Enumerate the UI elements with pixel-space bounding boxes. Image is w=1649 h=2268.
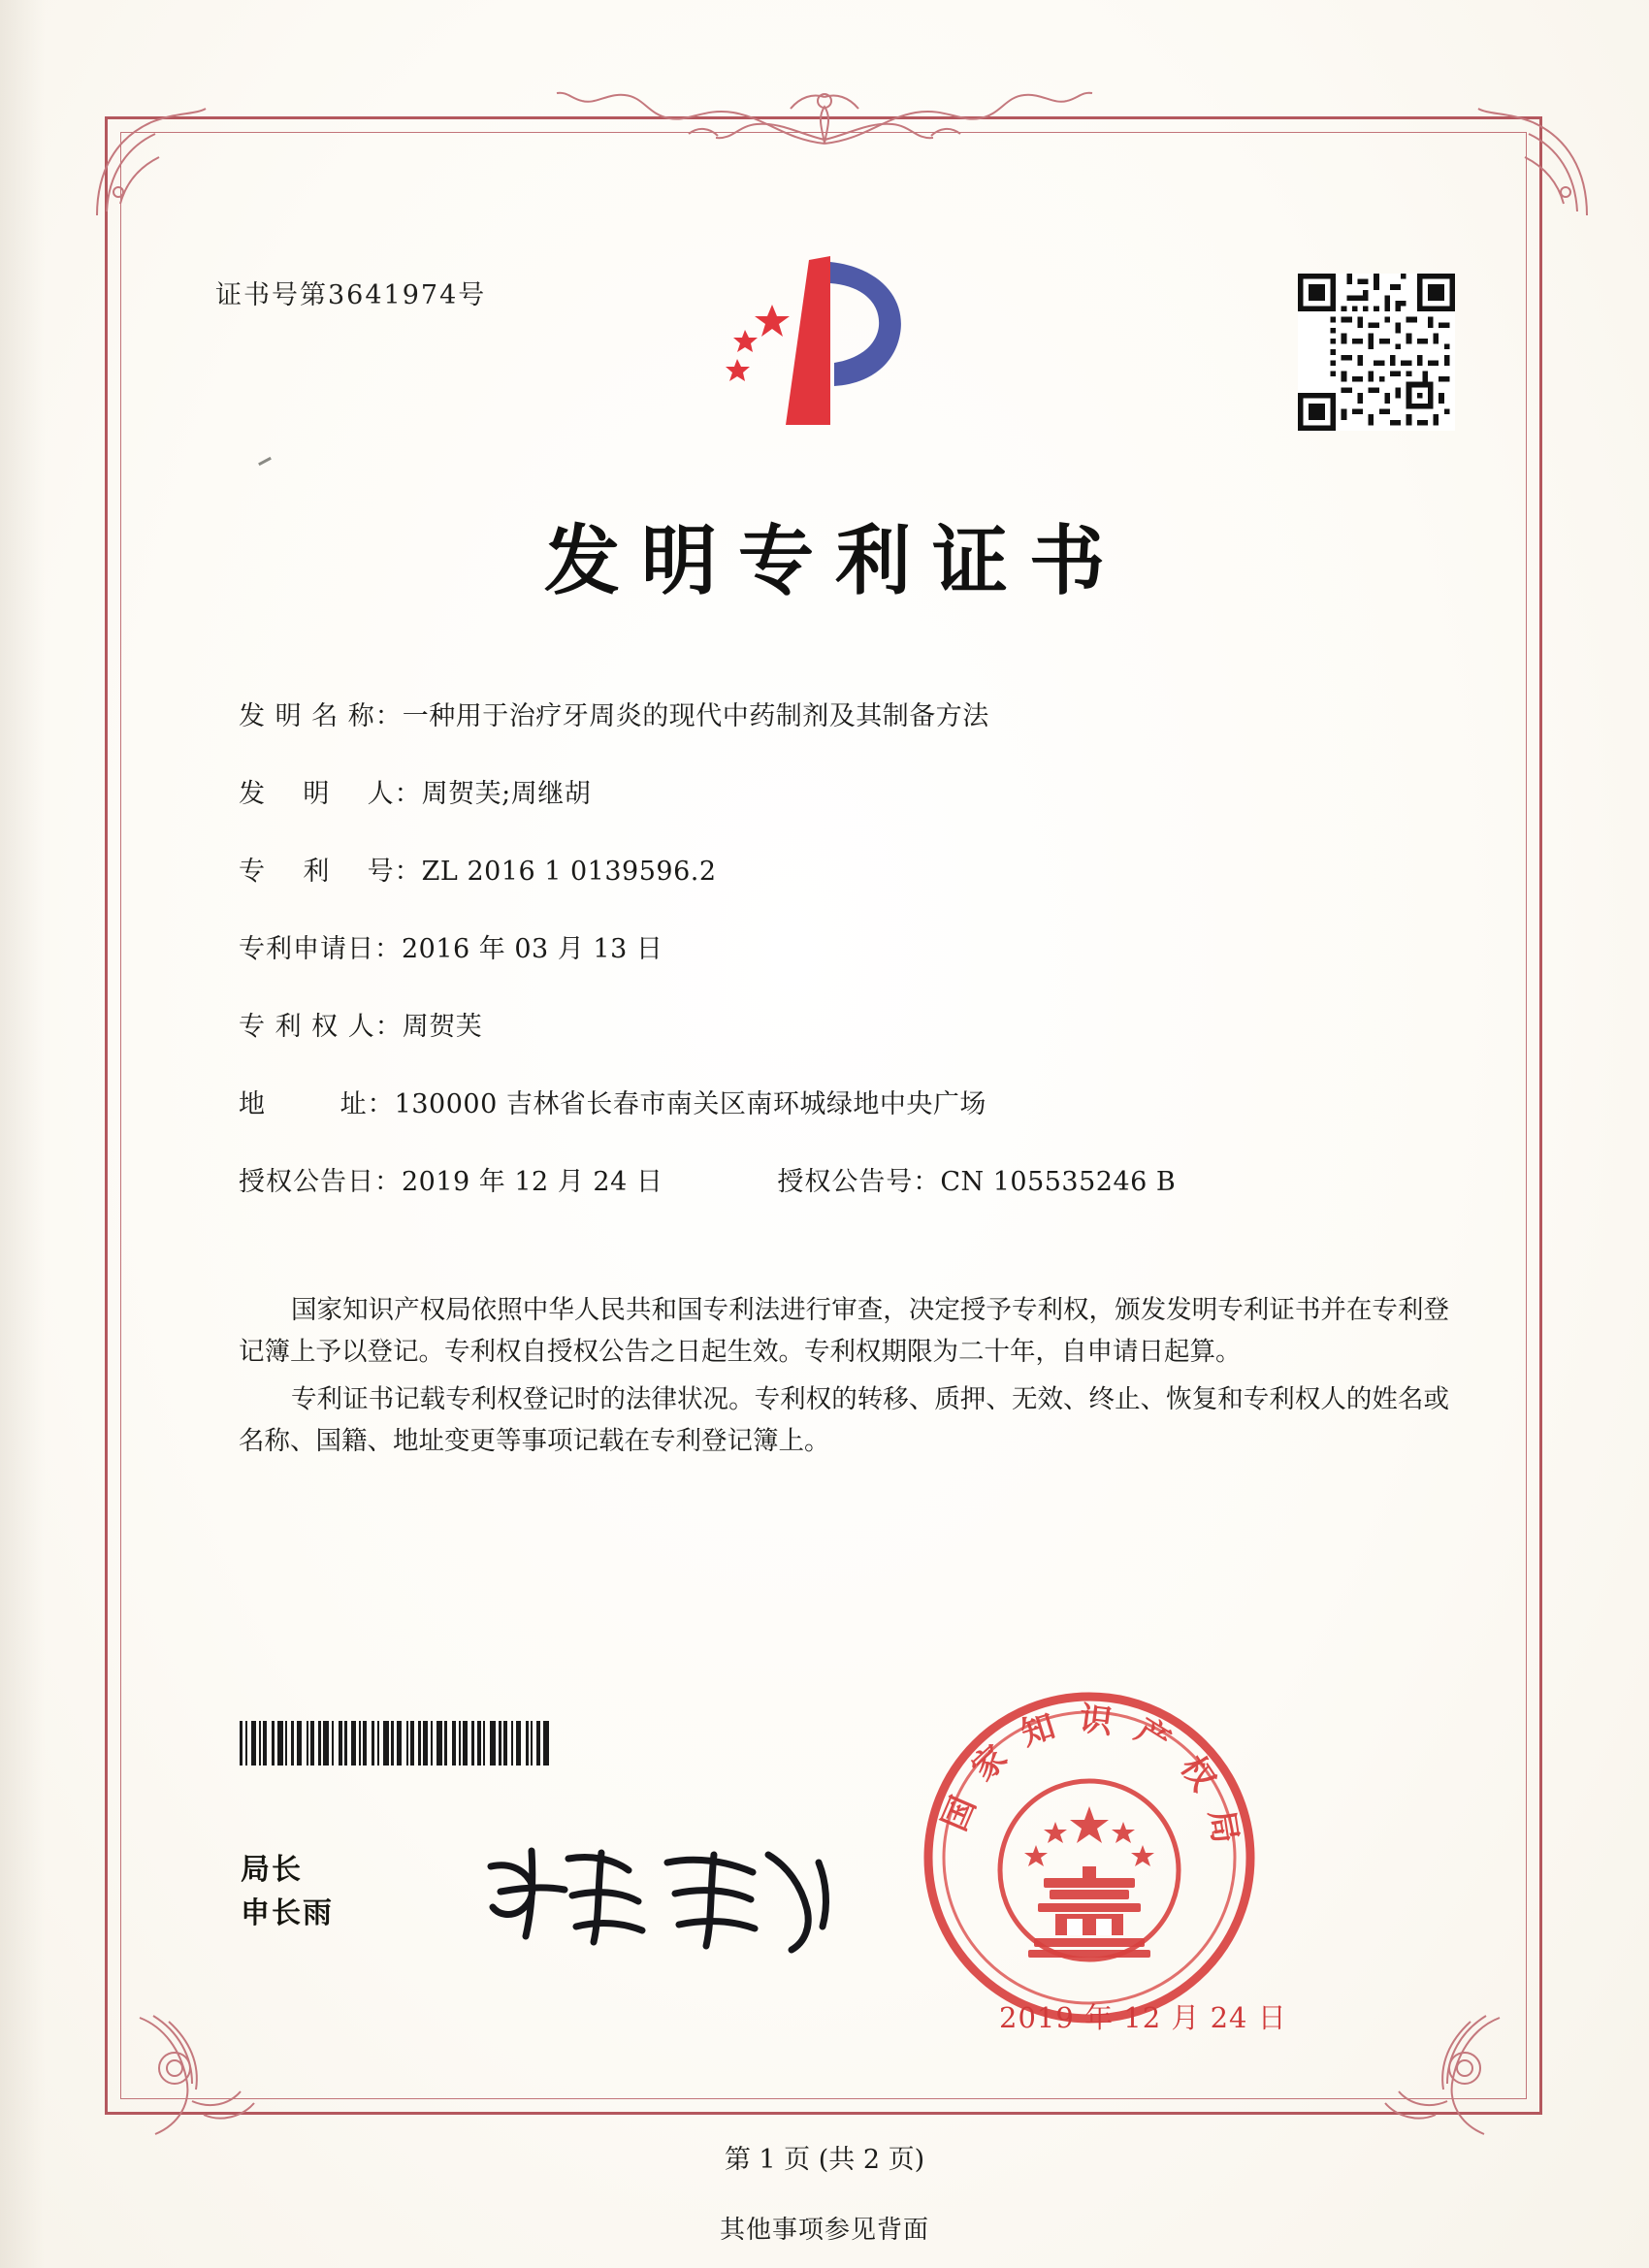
field-label-grant-number: 授权公告号： <box>777 1167 941 1197</box>
field-label: 地 址： <box>239 1089 395 1119</box>
field-label: 专 利 号： <box>239 857 422 887</box>
certificate-number: 证书号第3641974号 <box>215 280 487 310</box>
back-side-note: 其他事项参见背面 <box>719 2216 929 2245</box>
cnipa-logo-icon <box>716 254 939 429</box>
field-value: ZL 2016 1 0139596.2 <box>421 857 717 887</box>
field-value: 一种用于治疗牙周炎的现代中药制剂及其制备方法 <box>402 701 989 731</box>
director-name-label: 申长雨 <box>241 1896 334 1930</box>
qr-code <box>1298 274 1455 431</box>
director-title-label: 局长 <box>241 1853 303 1887</box>
field-list <box>239 695 1461 1238</box>
paragraph-1: 国家知识产权局依照中华人民共和国专利法进行审查，决定授予专利权，颁发发明专利证书并在专利登记簿上予以登记。专利权自授权公告之日起生效。专利权期限为二十年，自申请日起算。 <box>239 1295 1449 1367</box>
field-value: 周贺芙 <box>402 1012 483 1042</box>
field-row-address <box>239 1083 1461 1120</box>
official-seal <box>920 1688 1259 2027</box>
field-label: 专利申请日： <box>239 934 402 964</box>
field-row-invention-name <box>239 695 1461 732</box>
field-row-grant-announcement <box>239 1160 1461 1198</box>
scan-edge-artifact <box>0 0 45 2268</box>
field-value-grant-date: 2019 年 12 月 24 日 <box>402 1167 663 1197</box>
page-title: 发明专利证书 <box>543 517 1126 605</box>
field-value: 130000 吉林省长春市南关区南环城绿地中央广场 <box>394 1089 986 1119</box>
field-label: 专 利 权 人： <box>239 1012 403 1042</box>
handwritten-signature <box>475 1833 844 1960</box>
field-value: 2016 年 03 月 13 日 <box>402 934 663 964</box>
field-value: 周贺芙;周继胡 <box>421 779 592 809</box>
field-label-grant-date: 授权公告日： <box>239 1167 402 1197</box>
field-row-inventor <box>239 772 1461 810</box>
page-indicator: 第 1 页 (共 2 页) <box>724 2145 925 2175</box>
barcode <box>240 1721 657 1766</box>
field-label: 发 明 名 称： <box>239 701 403 731</box>
field-row-patentee <box>239 1005 1461 1043</box>
field-label: 发 明 人： <box>239 779 422 809</box>
field-row-patent-number <box>239 850 1461 888</box>
seal-ring-text: 国家知识产权局 <box>934 1699 1248 1867</box>
signature-labels <box>241 1848 334 1935</box>
seal-date: 2019 年 12 月 24 日 <box>999 2001 1287 2034</box>
legal-text-block <box>239 1290 1449 1469</box>
paragraph-2: 专利证书记载专利权登记时的法律状况。专利权的转移、质押、无效、终止、恢复和专利权人的姓名或名称、国籍、地址变更等事项记载在专利登记簿上。 <box>239 1383 1449 1456</box>
field-row-application-date <box>239 927 1461 965</box>
field-value-grant-number: CN 105535246 B <box>940 1167 1177 1197</box>
